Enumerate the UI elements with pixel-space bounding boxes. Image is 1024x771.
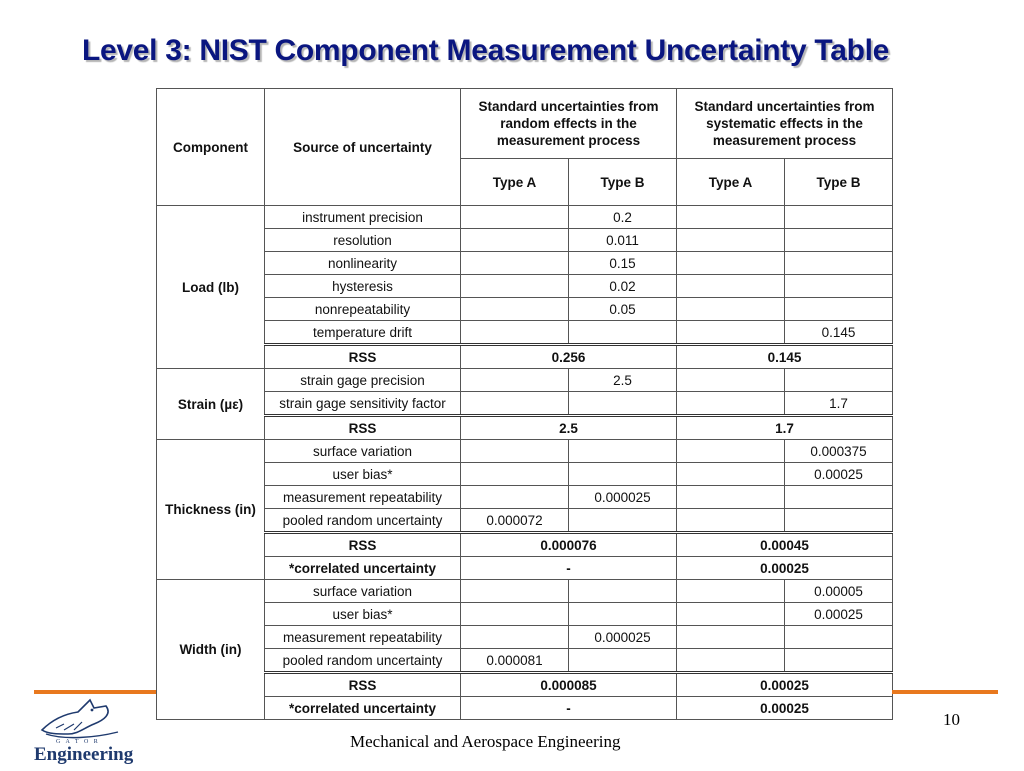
systematic-type-b-cell: 0.00005 [785, 580, 893, 603]
rss-label: RSS [265, 533, 461, 557]
systematic-type-b-cell [785, 626, 893, 649]
random-type-b-cell: 0.02 [569, 275, 677, 298]
systematic-type-a-cell [677, 440, 785, 463]
random-type-a-cell: 0.000081 [461, 649, 569, 673]
header-source: Source of uncertainty [265, 89, 461, 206]
uncertainty-table [156, 88, 893, 720]
component-width: Width (in) [157, 580, 265, 720]
systematic-type-b-cell [785, 486, 893, 509]
table-row [157, 440, 893, 463]
table-row [157, 486, 893, 509]
table-row [157, 463, 893, 486]
random-type-b-cell [569, 603, 677, 626]
component-thickness: Thickness (in) [157, 440, 265, 580]
table-row [157, 298, 893, 321]
component-load: Load (lb) [157, 206, 265, 369]
random-type-b-cell: 0.2 [569, 206, 677, 229]
systematic-type-a-cell [677, 649, 785, 673]
source-cell: strain gage precision [265, 369, 461, 392]
systematic-type-b-cell: 0.000375 [785, 440, 893, 463]
source-cell: nonlinearity [265, 252, 461, 275]
systematic-type-a-cell [677, 580, 785, 603]
systematic-type-b-cell [785, 275, 893, 298]
systematic-type-b-cell [785, 206, 893, 229]
table-row [157, 369, 893, 392]
random-type-b-cell [569, 321, 677, 345]
rss-systematic-value: 0.145 [677, 345, 893, 369]
random-type-a-cell [461, 486, 569, 509]
rss-systematic-value: 0.00025 [677, 673, 893, 697]
header-random-effects: Standard uncertainties from random effects in the measurement process [461, 89, 677, 159]
rss-random-value: 0.256 [461, 345, 677, 369]
source-cell: measurement repeatability [265, 626, 461, 649]
systematic-type-a-cell [677, 321, 785, 345]
random-type-a-cell [461, 275, 569, 298]
header-row [157, 89, 893, 159]
random-type-a-cell [461, 580, 569, 603]
table-row [157, 392, 893, 416]
header-systematic-type-a: Type A [677, 159, 785, 206]
random-type-a-cell [461, 463, 569, 486]
source-cell: surface variation [265, 440, 461, 463]
table-row [157, 229, 893, 252]
source-cell: instrument precision [265, 206, 461, 229]
random-type-b-cell [569, 580, 677, 603]
source-cell: user bias* [265, 603, 461, 626]
systematic-type-a-cell [677, 463, 785, 486]
component-strain: Strain (µε) [157, 369, 265, 440]
footer-department: Mechanical and Aerospace Engineering [350, 732, 621, 751]
systematic-type-a-cell [677, 206, 785, 229]
random-type-a-cell [461, 626, 569, 649]
table-row [157, 580, 893, 603]
source-cell: nonrepeatability [265, 298, 461, 321]
systematic-type-a-cell [677, 298, 785, 321]
random-type-b-cell [569, 649, 677, 673]
systematic-type-b-cell [785, 229, 893, 252]
random-type-a-cell: 0.000072 [461, 509, 569, 533]
systematic-type-a-cell [677, 486, 785, 509]
random-type-a-cell [461, 392, 569, 416]
rss-label: RSS [265, 673, 461, 697]
rss-random-value: 0.000085 [461, 673, 677, 697]
source-cell: hysteresis [265, 275, 461, 298]
source-cell: user bias* [265, 463, 461, 486]
header-systematic-type-b: Type B [785, 159, 893, 206]
slide-title: Level 3: NIST Component Measurement Uncertainty Table [82, 34, 890, 67]
rss-random-value: 2.5 [461, 416, 677, 440]
source-cell: resolution [265, 229, 461, 252]
random-type-a-cell [461, 603, 569, 626]
correlated-label: *correlated uncertainty [265, 557, 461, 580]
random-type-b-cell [569, 509, 677, 533]
random-type-b-cell: 0.011 [569, 229, 677, 252]
random-type-a-cell [461, 298, 569, 321]
systematic-type-b-cell [785, 649, 893, 673]
rss-label: RSS [265, 416, 461, 440]
header-random-type-a: Type A [461, 159, 569, 206]
random-type-b-cell [569, 463, 677, 486]
table-row [157, 206, 893, 229]
source-cell: pooled random uncertainty [265, 649, 461, 673]
systematic-type-a-cell [677, 509, 785, 533]
systematic-type-b-cell [785, 509, 893, 533]
random-type-b-cell: 0.000025 [569, 626, 677, 649]
rss-systematic-value: 0.00045 [677, 533, 893, 557]
random-type-b-cell: 0.15 [569, 252, 677, 275]
table-row [157, 275, 893, 298]
source-cell: temperature drift [265, 321, 461, 345]
rss-label: RSS [265, 345, 461, 369]
source-cell: strain gage sensitivity factor [265, 392, 461, 416]
table-row [157, 603, 893, 626]
systematic-type-a-cell [677, 392, 785, 416]
rss-random-value: 0.000076 [461, 533, 677, 557]
systematic-type-a-cell [677, 252, 785, 275]
header-random-type-b: Type B [569, 159, 677, 206]
systematic-type-a-cell [677, 603, 785, 626]
rss-systematic-value: 1.7 [677, 416, 893, 440]
source-cell: surface variation [265, 580, 461, 603]
random-type-b-cell: 0.000025 [569, 486, 677, 509]
table-row [157, 509, 893, 533]
random-type-a-cell [461, 369, 569, 392]
correlated-systematic-value: 0.00025 [677, 557, 893, 580]
random-type-b-cell [569, 392, 677, 416]
random-type-a-cell [461, 206, 569, 229]
random-type-b-cell [569, 440, 677, 463]
correlated-row [157, 557, 893, 580]
systematic-type-b-cell: 0.145 [785, 321, 893, 345]
random-type-a-cell [461, 440, 569, 463]
systematic-type-b-cell [785, 252, 893, 275]
source-cell: measurement repeatability [265, 486, 461, 509]
random-type-a-cell [461, 229, 569, 252]
logo-subword: G A T O R [56, 739, 100, 745]
systematic-type-b-cell [785, 298, 893, 321]
source-cell: pooled random uncertainty [265, 509, 461, 533]
logo-word: Engineering [34, 744, 134, 765]
table-row [157, 626, 893, 649]
correlated-random-value: - [461, 697, 677, 720]
random-type-b-cell: 0.05 [569, 298, 677, 321]
header-component: Component [157, 89, 265, 206]
correlated-random-value: - [461, 557, 677, 580]
footer-rule-right [892, 690, 998, 694]
rss-row [157, 416, 893, 440]
random-type-a-cell [461, 321, 569, 345]
correlated-systematic-value: 0.00025 [677, 697, 893, 720]
table-row [157, 321, 893, 345]
systematic-type-a-cell [677, 626, 785, 649]
rss-row [157, 673, 893, 697]
systematic-type-b-cell: 1.7 [785, 392, 893, 416]
systematic-type-b-cell: 0.00025 [785, 463, 893, 486]
systematic-type-a-cell [677, 229, 785, 252]
systematic-type-a-cell [677, 275, 785, 298]
correlated-label: *correlated uncertainty [265, 697, 461, 720]
systematic-type-a-cell [677, 369, 785, 392]
page-number: 10 [943, 710, 960, 729]
table-row [157, 252, 893, 275]
rss-row [157, 533, 893, 557]
gator-logo-icon [34, 694, 138, 766]
systematic-type-b-cell: 0.00025 [785, 603, 893, 626]
systematic-type-b-cell [785, 369, 893, 392]
random-type-b-cell: 2.5 [569, 369, 677, 392]
rss-row [157, 345, 893, 369]
header-systematic-effects: Standard uncertainties from systematic effects in the measurement process [677, 89, 893, 159]
table-row [157, 649, 893, 673]
random-type-a-cell [461, 252, 569, 275]
correlated-row [157, 697, 893, 720]
